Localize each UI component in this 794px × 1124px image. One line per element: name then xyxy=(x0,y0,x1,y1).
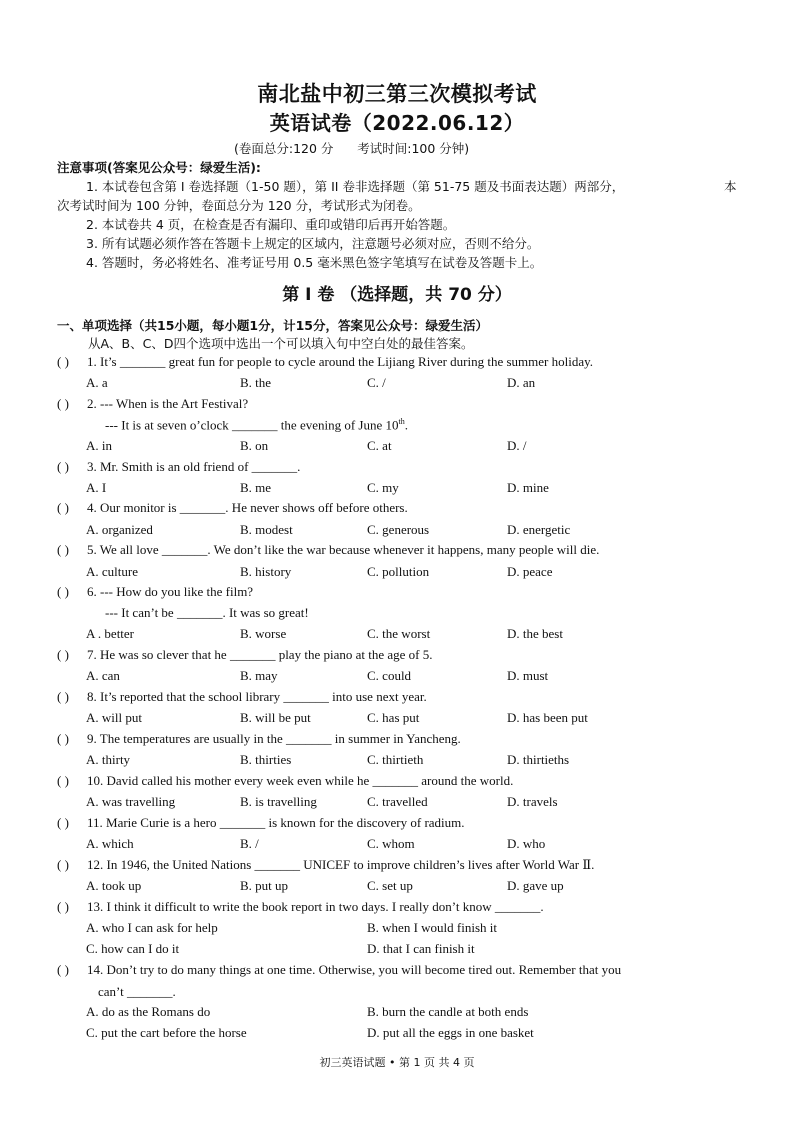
answer-blank[interactable]: ( ) xyxy=(57,731,69,746)
option-c[interactable]: C. at xyxy=(367,438,392,453)
option-c[interactable]: C. has put xyxy=(367,710,420,725)
option-c[interactable]: C. pollution xyxy=(367,564,430,579)
exam-subtitle: 英语试卷（2022.06.12） xyxy=(269,111,525,135)
sentence-end: . xyxy=(404,417,408,433)
option-c[interactable]: C. put the cart before the horse xyxy=(86,1025,247,1040)
question-9 xyxy=(57,731,461,747)
answer-blank[interactable]: ( ) xyxy=(57,584,69,599)
option-a[interactable]: A. organized xyxy=(86,522,153,537)
part-one-title: 第 I 卷 （选择题，共 70 分） xyxy=(282,285,512,305)
note-4: 4. 答题时，务必将姓名、准考证号用 0.5 毫米黑色签字笔填写在试卷及答题卡上。 xyxy=(86,255,543,270)
note-1-tail: 本 xyxy=(724,179,737,194)
option-b[interactable]: B. when I would finish it xyxy=(367,920,497,935)
option-b[interactable]: B. will be put xyxy=(240,710,311,725)
question-8 xyxy=(57,689,427,705)
answer-blank[interactable]: ( ) xyxy=(57,815,69,830)
option-a[interactable]: A. thirty xyxy=(86,752,131,767)
option-a[interactable]: A. which xyxy=(86,836,134,851)
note-3: 3. 所有试题必须作答在答题卡上规定的区域内，注意题号必须对应，否则不给分。 xyxy=(86,236,540,251)
option-b[interactable]: B. on xyxy=(240,438,269,453)
ordinal-suffix: th xyxy=(398,417,405,426)
note-1-line-2: 次考试时间为 100 分钟，卷面总分为 120 分，考试形式为闭卷。 xyxy=(57,198,421,213)
question-text: 1. It’s _______ great fun for people to cycle around the Lijiang River during the summer holiday. xyxy=(87,354,594,369)
question-text: 4. Our monitor is _______. He never shows off before others. xyxy=(87,500,408,515)
option-b[interactable]: B. thirties xyxy=(240,752,292,767)
option-d[interactable]: D. travels xyxy=(507,794,558,809)
option-c[interactable]: C. whom xyxy=(367,836,415,851)
question-6-line-2: --- It can’t be _______. It was so great! xyxy=(105,605,309,620)
option-d[interactable]: D. who xyxy=(507,836,546,851)
page-footer: 初三英语试题 • 第 1 页 共 4 页 xyxy=(319,1056,475,1069)
option-b[interactable]: B. / xyxy=(240,836,259,851)
option-c[interactable]: C. the worst xyxy=(367,626,431,641)
option-b[interactable]: B. modest xyxy=(240,522,293,537)
option-a[interactable]: A. culture xyxy=(86,564,138,579)
question-continuation: --- It is at seven o’clock _______ the evening of June 10 xyxy=(105,417,399,433)
question-11 xyxy=(57,815,465,831)
section-title: 一、单项选择（共15小题，每小题1分，计15分，答案见公众号：绿爱生活） xyxy=(57,318,488,333)
option-d[interactable]: D. peace xyxy=(507,564,553,579)
question-text: 9. The temperatures are usually in the _______ in summer in Yancheng. xyxy=(87,731,461,746)
question-14 xyxy=(57,962,621,978)
answer-blank[interactable]: ( ) xyxy=(57,396,69,411)
question-5 xyxy=(57,542,599,558)
option-b[interactable]: B. burn the candle at both ends xyxy=(367,1004,529,1019)
question-14-line-2: can’t _______. xyxy=(98,984,176,999)
option-d[interactable]: D. an xyxy=(507,375,536,390)
option-c[interactable]: C. / xyxy=(367,375,386,390)
question-text: 2. --- When is the Art Festival? xyxy=(87,396,249,411)
notes-title: 注意事项(答案见公众号：绿爱生活): xyxy=(57,160,261,175)
option-c[interactable]: C. my xyxy=(367,480,399,495)
exam-title: 南北盐中初三第三次模拟考试 xyxy=(257,82,537,106)
option-a[interactable]: A. I xyxy=(86,480,107,495)
question-13 xyxy=(57,899,544,915)
option-d[interactable]: D. has been put xyxy=(507,710,588,725)
question-4 xyxy=(57,500,408,516)
question-2 xyxy=(57,396,248,412)
question-1 xyxy=(57,354,593,370)
option-c[interactable]: C. how can I do it xyxy=(86,941,180,956)
question-text: 7. He was so clever that he _______ play the piano at the age of 5. xyxy=(87,647,433,662)
answer-blank[interactable]: ( ) xyxy=(57,500,69,515)
option-a[interactable]: A. who I can ask for help xyxy=(86,920,218,935)
question-2-line-2 xyxy=(105,417,408,433)
option-b[interactable]: B. may xyxy=(240,668,278,683)
answer-blank[interactable]: ( ) xyxy=(57,899,69,914)
option-d[interactable]: D. the best xyxy=(507,626,563,641)
note-2: 2. 本试卷共 4 页，在检查是否有漏印、重印或错印后再开始答题。 xyxy=(86,217,456,232)
option-d[interactable]: D. that I can finish it xyxy=(367,941,475,956)
question-12 xyxy=(57,857,594,873)
question-6 xyxy=(57,584,253,600)
answer-blank[interactable]: ( ) xyxy=(57,459,69,474)
option-a[interactable]: A. a xyxy=(86,375,108,390)
option-a[interactable]: A. can xyxy=(86,668,120,683)
answer-blank[interactable]: ( ) xyxy=(57,773,69,788)
question-text: 12. In 1946, the United Nations _______ UNICEF to improve children’s lives after World War Ⅱ. xyxy=(87,857,595,872)
option-d[interactable]: D. mine xyxy=(507,480,549,495)
option-b[interactable]: B. put up xyxy=(240,878,289,893)
option-b[interactable]: B. worse xyxy=(240,626,287,641)
question-text: 6. --- How do you like the film? xyxy=(87,584,254,599)
option-d[interactable]: D. energetic xyxy=(507,522,571,537)
question-text: 14. Don’t try to do many things at one time. Otherwise, you will become tired out. Remember that you xyxy=(87,962,622,977)
section-instruction: 从A、B、C、D四个选项中选出一个可以填入句中空白处的最佳答案。 xyxy=(88,336,474,351)
answer-blank[interactable]: ( ) xyxy=(57,542,69,557)
answer-blank[interactable]: ( ) xyxy=(57,354,69,369)
option-b[interactable]: B. history xyxy=(240,564,292,579)
option-d[interactable]: D. / xyxy=(507,438,527,453)
option-a[interactable]: A. will put xyxy=(86,710,142,725)
note-1-line-1: 1. 本试卷包含第 I 卷选择题（1-50 题），第 II 卷非选择题（第 51-75 题及书面表达题）两部分， xyxy=(86,179,625,194)
option-d[interactable]: D. thirtieths xyxy=(507,752,570,767)
answer-blank[interactable]: ( ) xyxy=(57,857,69,872)
option-a[interactable]: A. took up xyxy=(86,878,142,893)
option-c[interactable]: C. set up xyxy=(367,878,413,893)
option-d[interactable]: D. must xyxy=(507,668,549,683)
question-text: 13. I think it difficult to write the book report in two days. I really don’t know _______. xyxy=(87,899,544,914)
answer-blank[interactable]: ( ) xyxy=(57,689,69,704)
option-a[interactable]: A. do as the Romans do xyxy=(86,1004,211,1019)
option-b[interactable]: B. me xyxy=(240,480,272,495)
option-a[interactable]: A . better xyxy=(86,626,135,641)
option-d[interactable]: D. gave up xyxy=(507,878,564,893)
option-b[interactable]: B. the xyxy=(240,375,272,390)
question-3 xyxy=(57,459,300,475)
option-c[interactable]: C. travelled xyxy=(367,794,428,809)
question-7 xyxy=(57,647,432,663)
question-text: 5. We all love _______. We don’t like the war because whenever it happens, many people will die. xyxy=(87,542,600,557)
option-a[interactable]: A. in xyxy=(86,438,112,453)
question-text: 8. It’s reported that the school library _______ into use next year. xyxy=(87,689,427,704)
question-text: 11. Marie Curie is a hero _______ is known for the discovery of radium. xyxy=(87,815,465,830)
score-time-info: (卷面总分:120 分 考试时间:100 分钟) xyxy=(234,141,470,156)
option-c[interactable]: C. could xyxy=(367,668,412,683)
question-text: 10. David called his mother every week even while he _______ around the world. xyxy=(87,773,514,788)
option-a[interactable]: A. was travelling xyxy=(86,794,176,809)
answer-blank[interactable]: ( ) xyxy=(57,962,69,977)
question-10 xyxy=(57,773,513,789)
option-d[interactable]: D. put all the eggs in one basket xyxy=(367,1025,534,1040)
option-c[interactable]: C. thirtieth xyxy=(367,752,424,767)
option-b[interactable]: B. is travelling xyxy=(240,794,317,809)
question-text: 3. Mr. Smith is an old friend of _______. xyxy=(87,459,301,474)
option-c[interactable]: C. generous xyxy=(367,522,430,537)
answer-blank[interactable]: ( ) xyxy=(57,647,69,662)
